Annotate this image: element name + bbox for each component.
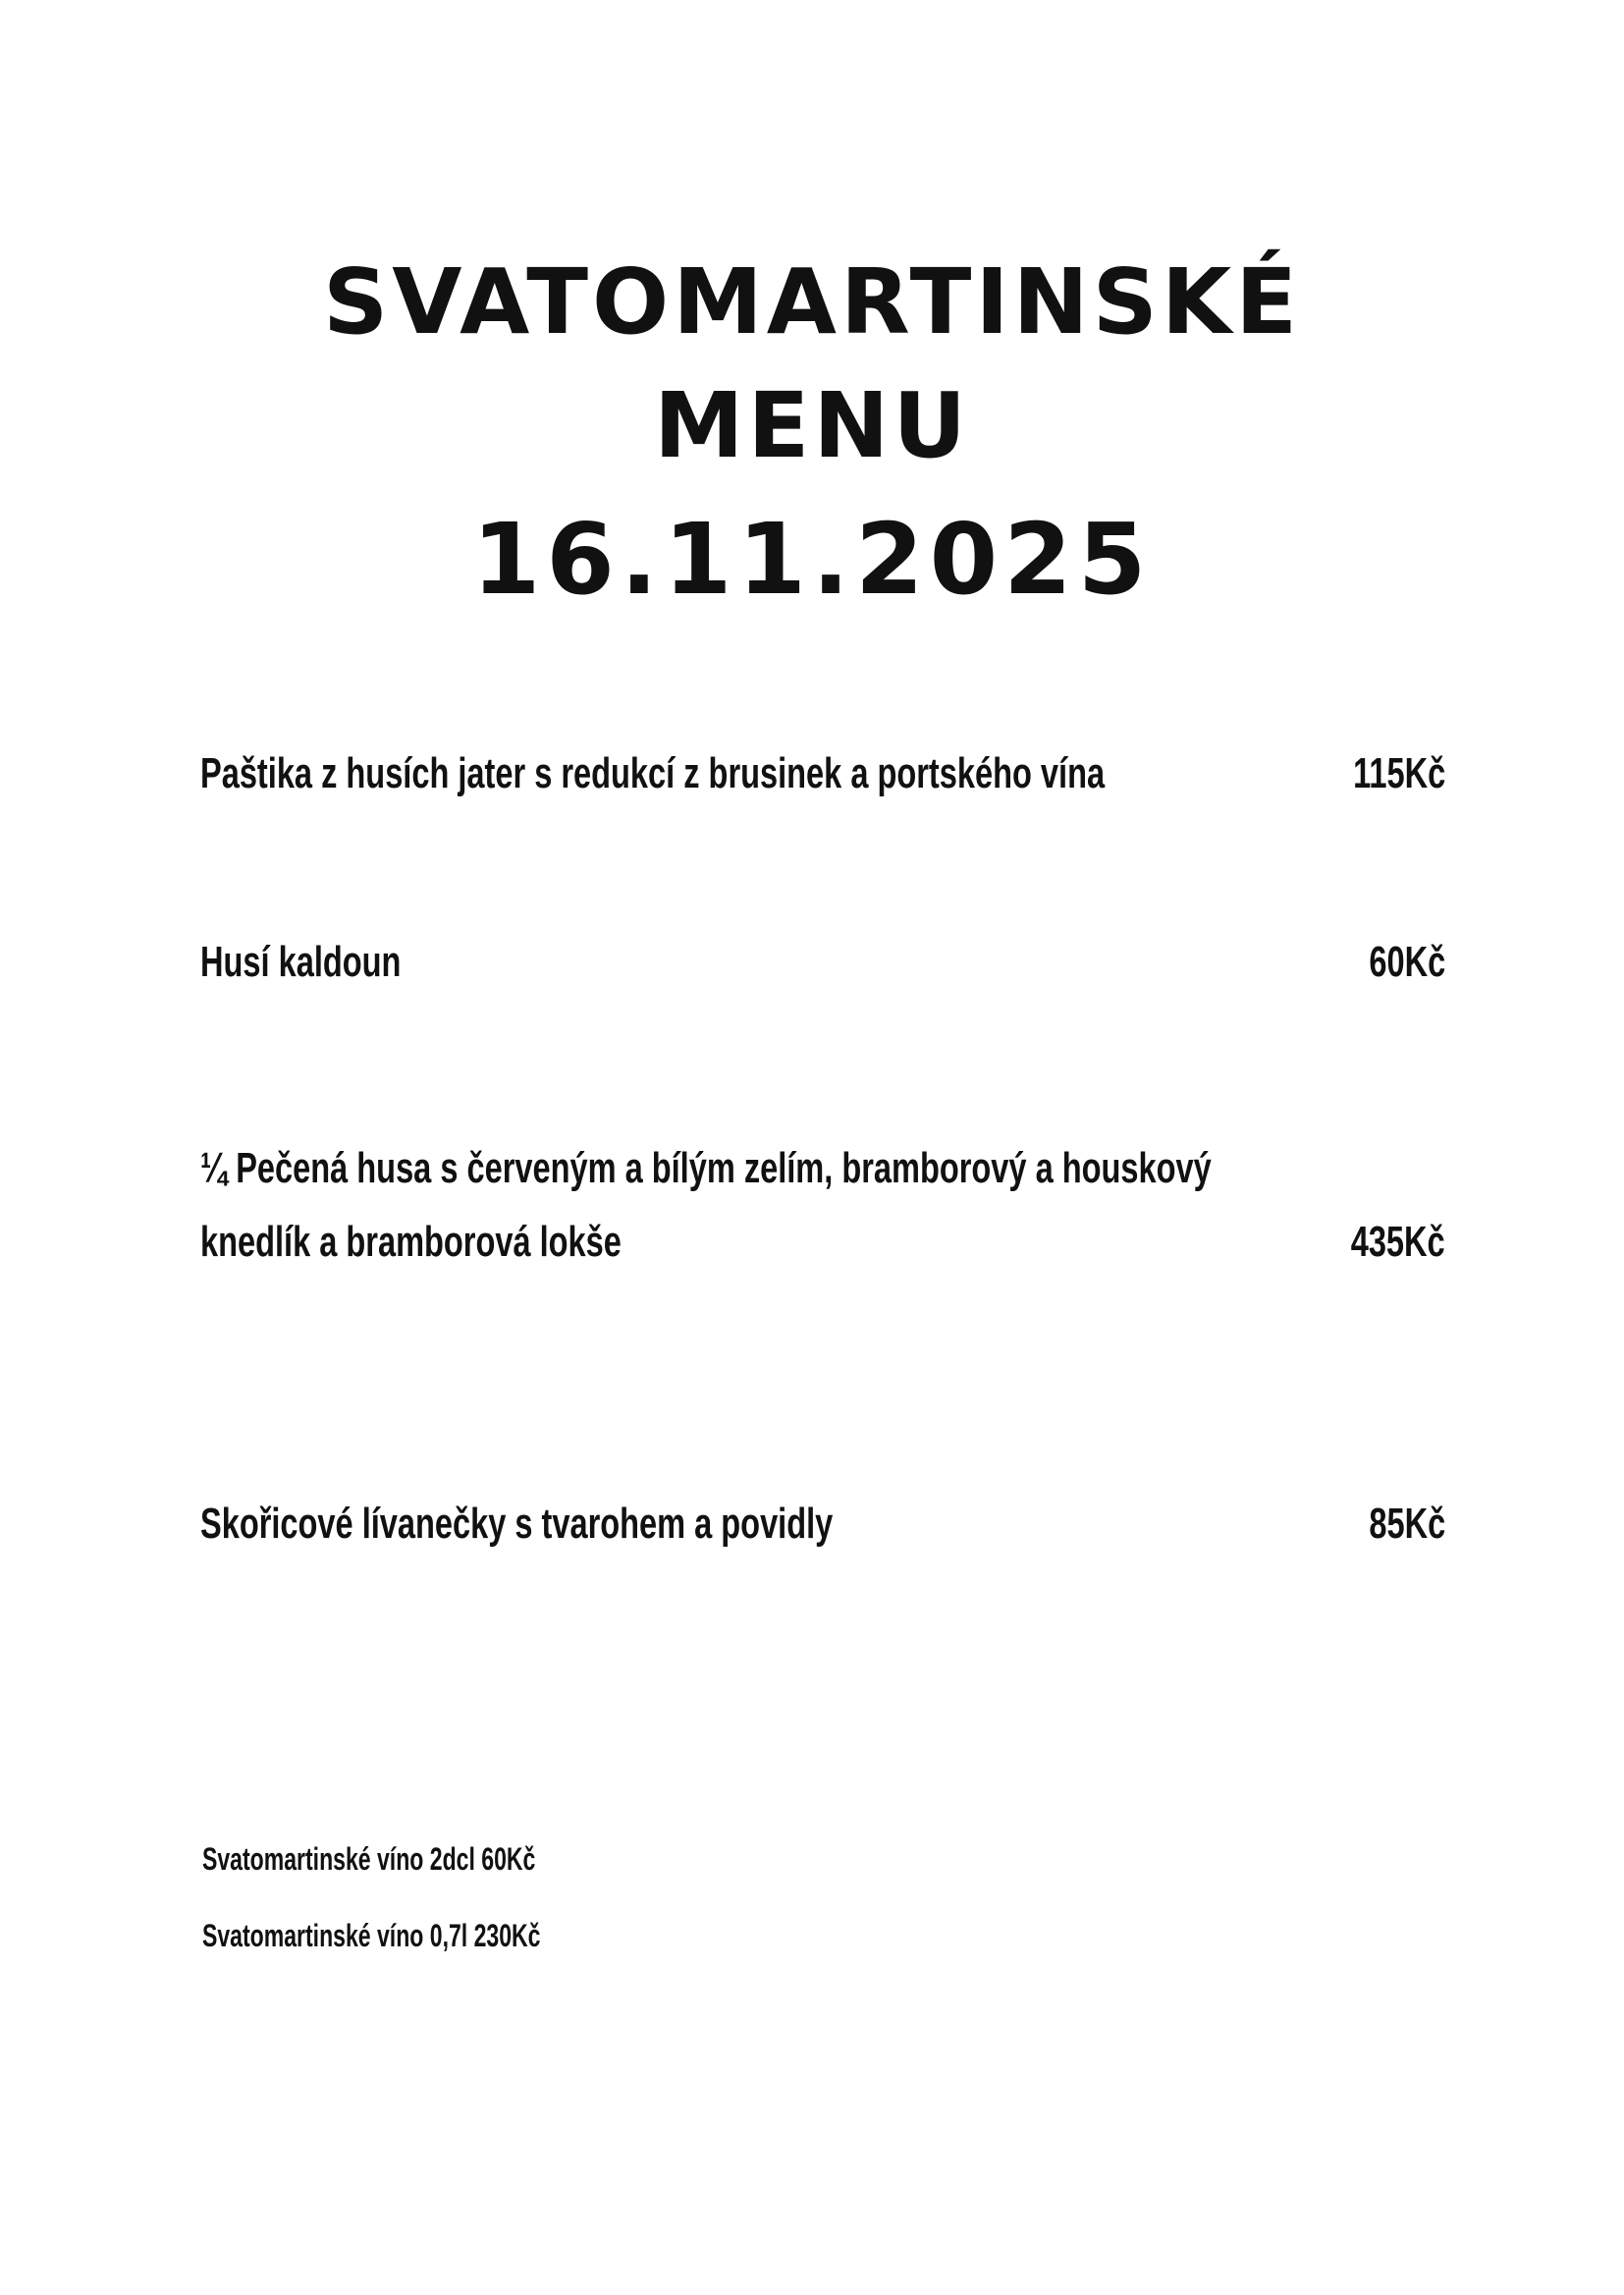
menu-item-soup: Husí kaldoun bbox=[200, 938, 402, 986]
menu-item-goose-line2: knedlík a bramborová lokše bbox=[200, 1218, 622, 1266]
menu-item-goose-line1: ¼ Pečená husa s červeným a bílým zelím, bramborový a houskový bbox=[200, 1144, 1212, 1192]
menu-item-dessert: Skořicové lívanečky s tvarohem a povidly bbox=[200, 1500, 834, 1548]
menu-item-soup-price: 60Kč bbox=[1369, 938, 1445, 986]
wine-bottle-line: Svatomartinské víno 0,7l 230Kč bbox=[202, 1918, 541, 1953]
wine-glass-line: Svatomartinské víno 2dcl 60Kč bbox=[202, 1841, 536, 1877]
menu-item-goose-price: 435Kč bbox=[1351, 1218, 1445, 1266]
menu-date: 16.11.2025 bbox=[471, 502, 1153, 617]
menu-subtitle: MENU bbox=[653, 373, 971, 478]
menu-item-pate-price: 115Kč bbox=[1352, 749, 1445, 797]
menu-title: SVATOMARTINSKÉ bbox=[322, 249, 1302, 355]
menu-item-dessert-price: 85Kč bbox=[1369, 1500, 1445, 1548]
menu-item-pate: Paštika z husích jater s redukcí z brusinek a portského vína bbox=[200, 749, 1106, 797]
